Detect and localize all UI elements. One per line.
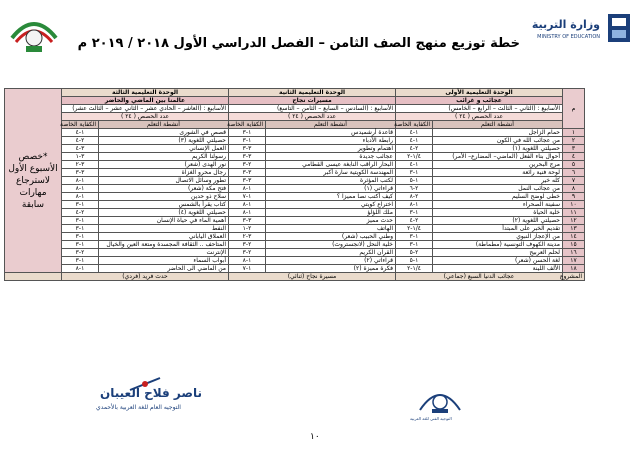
activity-unit3: من الماضي الى الحاضر [99,265,229,273]
competency-unit1: ١-٣ [396,241,433,249]
activity-unit3: قصص في الشورى [99,129,229,137]
competency-unit1: ١-٣ [396,169,433,177]
competency-unit1: ١-٥ [396,257,433,265]
competency-unit1: ١/٤-٢ [396,225,433,233]
competency-unit2: ١-٣ [229,129,266,137]
competency-unit2: ٣-٣ [229,153,266,161]
competency-unit3: ١-٣ [62,201,99,209]
activity-unit2: خلية النحل (لانجستروث) [266,241,396,249]
competency-unit1: ٢-٥ [396,249,433,257]
activity-unit3: رجال محرو الغزاة [99,169,229,177]
activity-unit3: كتاب يقرأ بالشمس [99,201,229,209]
competency-unit2: ١-٧ [229,193,266,201]
activity-unit1: خلية الحياة [433,209,563,217]
activity-unit1: لوحة فنية رائعة [433,169,563,177]
page-number: ١٠ [310,432,320,442]
table-row [5,145,585,153]
activity-unit3: المتاحف .. الثقافة المجسدة ومتعة العين والخيال [99,241,229,249]
table-row [5,201,585,209]
activity-unit1: الألف اللينة [433,265,563,273]
row-number: ١٦ [563,249,585,257]
competency-unit1: ١-٨ [396,201,433,209]
activity-unit1: لغة الحسن (شعر) [433,257,563,265]
activity-unit2: قراءاتي (٢) [266,257,396,265]
competency-unit2: ١-٨ [229,257,266,265]
table-row [5,265,585,273]
activity-unit3: حصيلتي اللغوية (٤) [99,209,229,217]
competency-unit1: ١-٤ [396,137,433,145]
project-label: المشروع [563,273,585,281]
unit-title-row [5,89,585,97]
competency-unit2: ٢-٣ [229,249,266,257]
table-row [5,153,585,161]
activity-unit1: حصيلتي اللغوية (٢) [433,217,563,225]
competency-unit3: ٣-١ [62,153,99,161]
stamp-icon [410,380,470,416]
row-number: ٩ [563,193,585,201]
activity-unit3: أبواب السماء [99,257,229,265]
competency-unit1: ١-٣ [396,233,433,241]
row-number: ١٥ [563,241,585,249]
competency-unit1: ١-٤ [396,129,433,137]
table-row [5,233,585,241]
column-head-row [5,121,585,129]
table-row [5,185,585,193]
ministry-sub: MINISTRY OF EDUCATION [537,34,600,40]
competency-unit2: ١-٨ [229,201,266,209]
competency-unit2: ٣-٣ [229,169,266,177]
table-row [5,241,585,249]
competency-unit1: ٢-٨ [396,193,433,201]
ministry-name: وزارة التربية [531,18,600,31]
row-number: ١ [563,129,585,137]
activity-unit2: لكتب المؤثرة [266,177,396,185]
ministry-emblem-icon [604,10,634,46]
row-number: ١٢ [563,217,585,225]
activity-unit2: الهاتف [266,225,396,233]
activity-unit1: خطى لوضح السليم [433,193,563,201]
competency-unit3: ١-٨ [62,193,99,201]
competency-unit3: ١-٣ [62,241,99,249]
competency-unit1: ١/٤-٢ [396,153,433,161]
activity-unit3: سلاح ذو حدين [99,193,229,201]
competency-unit1: ٢-٤ [396,217,433,225]
row-number: ١٨ [563,265,585,273]
unit-title: الوحدة التعليمية الأولى [396,89,563,97]
competency-unit3: ٢-٣ [62,249,99,257]
activity-unit3: نور الهدى (شعر) [99,161,229,169]
project-unit3: حدث فريد (فردي) [62,273,229,281]
table-row [5,257,585,265]
table-row [5,129,585,137]
col-head-activity: أنشطة التعلم [266,121,396,129]
table-row [5,137,585,145]
activity-unit1: من عجائب الله في الكون [433,137,563,145]
competency-unit1: ٢-٦ [396,185,433,193]
activity-unit1: من عجائب النمل [433,185,563,193]
table-row [5,225,585,233]
competency-unit3: ٢-٤ [62,137,99,145]
row-number: ٨ [563,185,585,193]
competency-unit3: ١-٣ [62,225,99,233]
unit-subtitle: عجائب و غرائب [396,97,563,105]
m-header: م [563,89,585,129]
table-row [5,209,585,217]
curriculum-table [4,88,585,281]
table-row [5,161,585,169]
unit-subtitle: مسيرات نجاح [229,97,396,105]
competency-unit3: ١-٨ [62,265,99,273]
ministry-logo [531,10,634,58]
unit-count-row [5,113,585,121]
activity-unit2: القرآن الكريم [266,249,396,257]
competency-unit2: ٢-٣ [229,161,266,169]
activity-unit3: العمل الإنساني [99,145,229,153]
activity-unit2: اختراع كويتي [266,201,396,209]
unit-count: عدد الحصص ( ٢٤ ) [229,113,396,121]
activity-unit1: تقديم الخبر على المبتدأ [433,225,563,233]
competency-unit3: ١-٣ [62,233,99,241]
activity-unit1: مدينة الكهوف التونسية (مطماطة) [433,241,563,249]
row-number: ٢ [563,137,585,145]
school-logo [4,8,64,56]
competency-unit2: ١-٧ [229,265,266,273]
competency-unit3: ٣-٣ [62,169,99,177]
activity-unit2: ملك اللؤلؤ [266,209,396,217]
activity-unit2: كيف أكتب نصا مميزا ؟ [266,193,396,201]
table-row [5,169,585,177]
project-unit1: عجائب الدنيا السبع (جماعي) [396,273,563,281]
activity-unit3: رسولنا الكريم [99,153,229,161]
col-head-competency: الكفاية الخاصة [396,121,433,129]
competency-unit2: ١-٣ [229,137,266,145]
competency-unit2: ١-٨ [229,209,266,217]
unit-title: الوحدة التعليمية الثالثة [62,89,229,97]
stamp [410,380,480,430]
side-note: *خصص الأسبوع الأول لاسترجاع مهارات سابقة [5,89,62,273]
competency-unit3: ١-٤ [62,129,99,137]
unit-weeks: الأسابيع : (العاشر – الحادي عشر – الثاني عشر – الثالث عشر) [62,105,229,113]
activity-unit3: حصيلتي اللغوية (٣) [99,137,229,145]
activity-unit3: النفط [99,225,229,233]
unit-subtitle-row [5,97,585,105]
unit-weeks: الأسابيع : (السادس – السابع – الثامن – التاسع) [229,105,396,113]
table-row [5,177,585,185]
table-row [5,193,585,201]
activity-unit2: البحار الراقب النابغة عيسى القطامي [266,161,396,169]
author-sub: التوجيه العام للغة العربية بالأحمدي [96,404,181,411]
row-number: ٥ [563,161,585,169]
activity-unit2: حدث مميز [266,217,396,225]
competency-unit2: ٣-٣ [229,177,266,185]
activity-unit3: فتح مكة (شعر) [99,185,229,193]
unit-count: عدد الحصص ( ٢٤ ) [62,113,229,121]
row-number: ١٠ [563,201,585,209]
activity-unit3: تطور وسائل الاتصال [99,177,229,185]
row-number: ١١ [563,209,585,217]
activity-unit3: الإنترنت [99,249,229,257]
competency-unit1: ٢-٤ [396,145,433,153]
competency-unit1: ١-٥ [396,177,433,185]
activity-unit2: وطني الحبيب (شعر) [266,233,396,241]
competency-unit1: ١/٤-٢ [396,265,433,273]
activity-unit2: فكرة مميزة (٢) [266,265,396,273]
activity-unit2: قراءاتي (١) [266,185,396,193]
activity-unit1: كله خير [433,177,563,185]
competency-unit2: ٢-١ [229,225,266,233]
activity-unit2: رابطة الأدباء [266,137,396,145]
activity-unit1: أحوال بناء الفعل (الماضي– المضارع– الأمر) [433,153,563,161]
stamp-sub: التوجيه الفني للغة العربية [410,416,452,421]
competency-unit3: ١-٨ [62,185,99,193]
competency-unit3: ١-٨ [62,177,99,185]
activity-unit1: حمام الزاجل [433,129,563,137]
competency-unit2: ٣-٣ [229,217,266,225]
unit-count: عدد الحصص ( ٢٤ ) [396,113,563,121]
competency-unit2: ٣-٣ [229,145,266,153]
competency-unit1: ١-٣ [396,209,433,217]
project-row [5,273,585,281]
competency-unit2: ١-٨ [229,185,266,193]
activity-unit1: سفينة الصحراء [433,201,563,209]
competency-unit1: ١-٤ [396,161,433,169]
activity-unit1: لحلم العربيح [433,249,563,257]
project-unit2: مسيرة نجاح (ثنائي) [229,273,396,281]
activity-unit1: من الإعجاز النبوي [433,233,563,241]
competency-unit3: ٣-٤ [62,145,99,153]
row-number: ١٧ [563,257,585,265]
col-head-activity: أنشطة التعلم [433,121,563,129]
activity-unit3: أهمية الماء في حياة الإنسان [99,217,229,225]
row-number: ٤ [563,153,585,161]
activity-unit1: حصيلتي اللغوية (١) [433,145,563,153]
activity-unit2: اهتمام وتطوير [266,145,396,153]
competency-unit3: ١-٣ [62,257,99,265]
table-row [5,217,585,225]
activity-unit2: المهندسة الكويتية سارة أكبر [266,169,396,177]
competency-unit2: ٢-٣ [229,241,266,249]
activity-unit2: عجائب جديدة [266,153,396,161]
row-number: ٣ [563,145,585,153]
competency-unit3: ٣-٢ [62,161,99,169]
competency-unit2: ٣-٢ [229,233,266,241]
unit-subtitle: عالمنا بين الماضي والحاضر [62,97,229,105]
unit-title: الوحدة التعليمية الثانية [229,89,396,97]
row-number: ٦ [563,169,585,177]
col-head-activity: أنشطة التعلم [99,121,229,129]
table-row [5,249,585,257]
competency-unit3: ١-٣ [62,217,99,225]
author-name: ناصر فلاح العيبان [100,386,202,400]
author-signature [90,378,200,434]
project-blank [5,273,62,281]
row-number: ١٣ [563,225,585,233]
unit-weeks-row [5,105,585,113]
col-head-competency: الكفاية الخاصة [229,121,266,129]
unit-weeks: الأسابيع : (الثاني – الثالث – الرابع – الخامس) [396,105,563,113]
activity-unit3: العملاق الياباني [99,233,229,241]
col-head-competency: الكفاية الخاصة [62,121,99,129]
activity-unit2: قاعدة أرشميدس [266,129,396,137]
row-number: ١٤ [563,233,585,241]
competency-unit3: ٢-٤ [62,209,99,217]
page-title: خطة توزيع منهج الصف الثامن – الفصل الدراسي الأول ٢٠١٨ / ٢٠١٩ م [77,36,520,51]
activity-unit1: مرج البحرين [433,161,563,169]
row-number: ٧ [563,177,585,185]
